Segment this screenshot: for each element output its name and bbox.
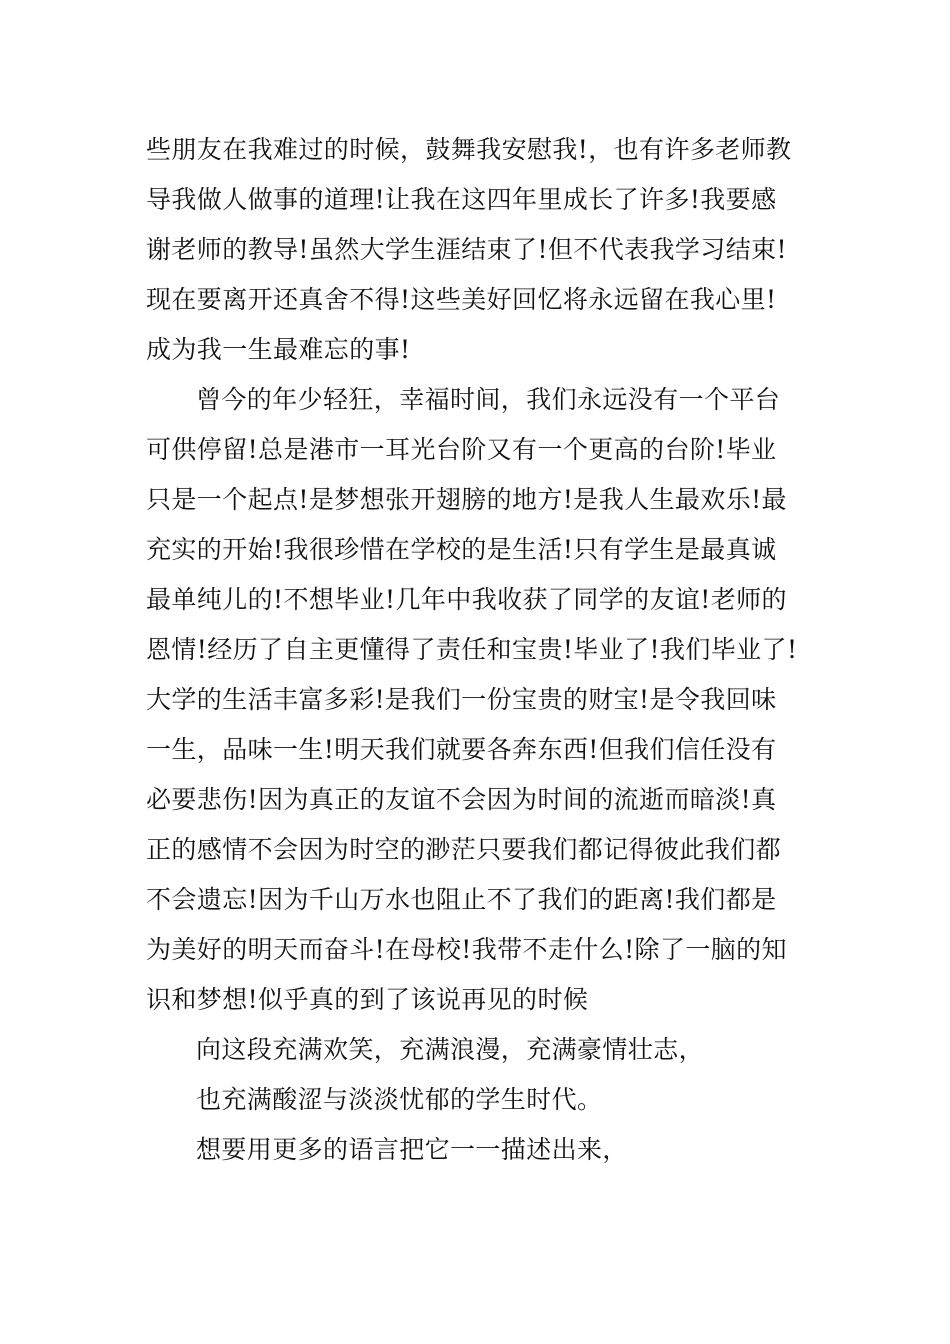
text-line: 最单纯儿的!不想毕业!几年中我收获了同学的友谊!老师的: [146, 585, 787, 614]
text-line: 成为我一生最难忘的事!: [146, 335, 411, 364]
text-line: 识和梦想!似乎真的到了该说再见的时候: [146, 985, 589, 1014]
paragraph-line: 也充满酸涩与淡淡忧郁的学生时代。: [196, 1085, 603, 1114]
paragraph-first-line: 曾今的年少轻狂，幸福时间，我们永远没有一个平台: [196, 385, 781, 414]
paragraph-line: 想要用更多的语言把它一一描述出来，: [196, 1135, 628, 1164]
text-line: 充实的开始!我很珍惜在学校的是生活!只有学生是最真诚: [146, 535, 777, 564]
text-line: 大学的生活丰富多彩!是我们一份宝贵的财宝!是令我回味: [146, 685, 777, 714]
text-line: 现在要离开还真舍不得!这些美好回忆将永远留在我心里!: [146, 285, 777, 314]
text-line: 正的感情不会因为时空的渺茫只要我们都记得彼此我们都: [146, 835, 782, 864]
text-line: 不会遗忘!因为千山万水也阻止不了我们的距离!我们都是: [146, 885, 777, 914]
text-line: 只是一个起点!是梦想张开翅膀的地方!是我人生最欢乐!最: [146, 485, 787, 514]
paragraph-line: 向这段充满欢笑，充满浪漫，充满豪情壮志，: [196, 1035, 705, 1064]
text-line: 谢老师的教导!虽然大学生涯结束了!但不代表我学习结束!: [146, 235, 787, 264]
text-line: 恩情!经历了自主更懂得了责任和宝贵!毕业了!我们毕业了!: [146, 635, 798, 664]
text-line: 导我做人做事的道理!让我在这四年里成长了许多!我要感: [146, 185, 777, 214]
text-line: 可供停留!总是港市一耳光台阶又有一个更高的台阶!毕业: [146, 435, 777, 464]
text-line: 为美好的明天而奋斗!在母校!我带不走什么!除了一脑的知: [146, 935, 787, 964]
text-line: 些朋友在我难过的时候，鼓舞我安慰我!，也有许多老师教: [146, 135, 792, 164]
text-line: 必要悲伤!因为真正的友谊不会因为时间的流逝而暗淡!真: [146, 785, 777, 814]
text-line: 一生，品味一生!明天我们就要各奔东西!但我们信任没有: [146, 735, 777, 764]
